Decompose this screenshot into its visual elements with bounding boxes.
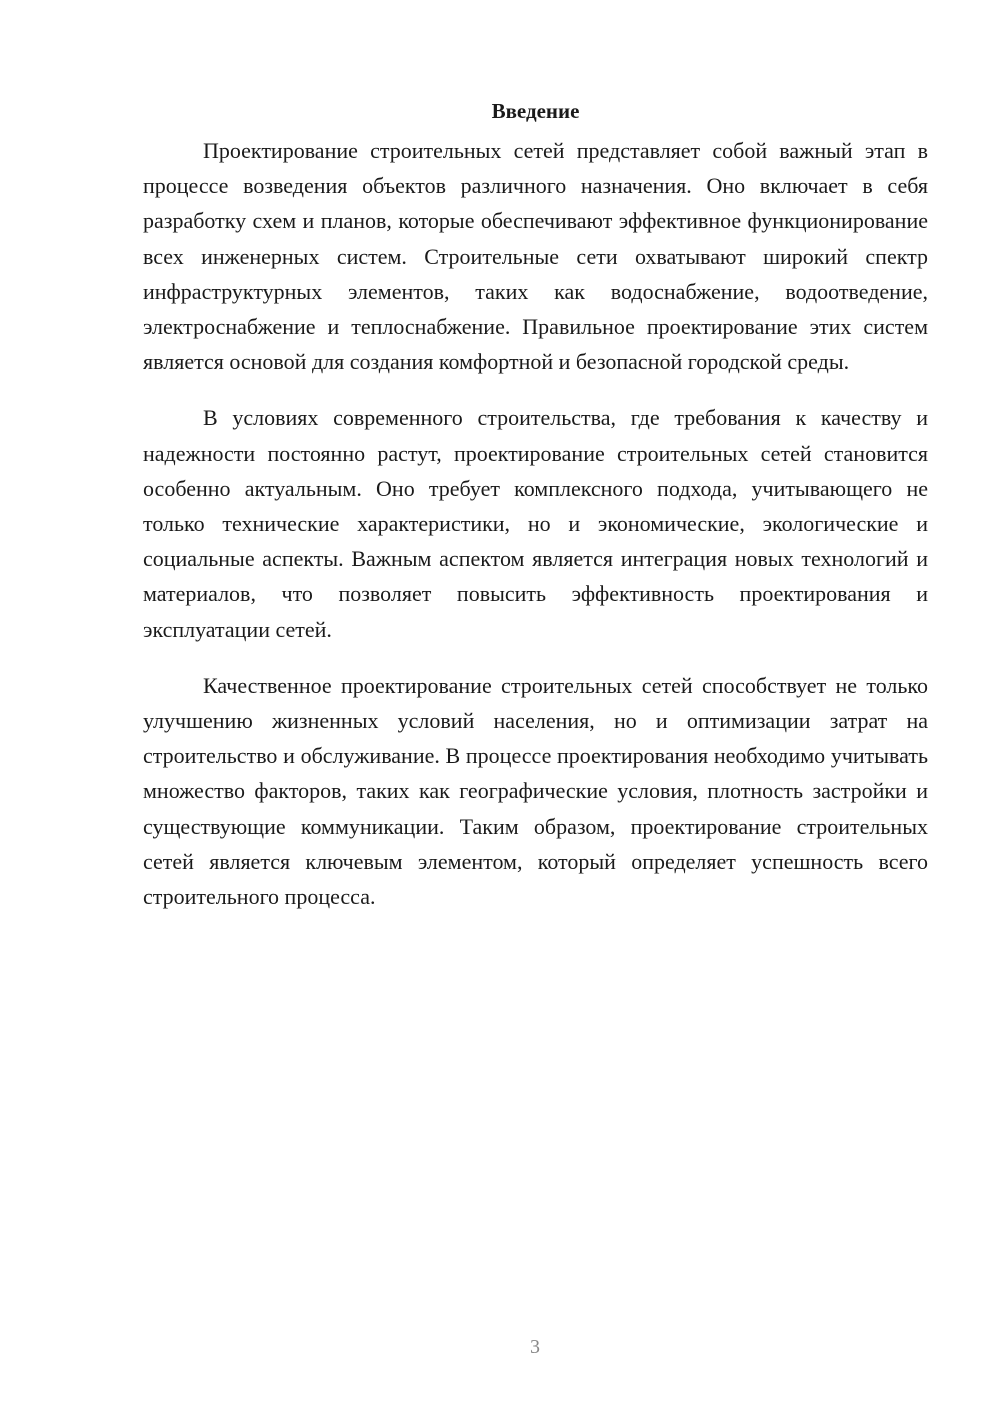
section-title: Введение (491, 99, 580, 123)
paragraph-2: В условиях современного строительства, где требования к качеству и надежности постоянно растут, проектирование строительных сетей становится особенно актуальным. Оно требует комплексного подхода, учитывающего не только технические характеристики, но и экономические, экологические и социальные аспекты. Важным аспектом является интеграция новых технологий и материалов, что позволяет повысить эффективность проектирования и эксплуатации сетей. (143, 405, 928, 642)
page-number: 3 (530, 1336, 540, 1358)
page-content (143, 94, 928, 935)
paragraph-1: Проектирование строительных сетей представляет собой важный этап в процессе возведения объектов различного назначения. Оно включает в себя разработку схем и планов, которые обеспечивают эффективное функционирование всех инженерных систем. Строительные сети охватывают широкий спектр инфраструктурных элементов, таких как водоснабжение, водоотведение, электроснабжение и теплоснабжение. Правильное проектирование этих систем является основой для создания комфортной и безопасной городской среды. (143, 138, 928, 375)
paragraph-3: Качественное проектирование строительных сетей способствует не только улучшению жизненных условий населения, но и оптимизации затрат на строительство и обслуживание. В процессе проектирования необходимо учитывать множество факторов, таких как географические условия, плотность застройки и существующие коммуникации. Таким образом, проектирование строительных сетей является ключевым элементом, который определяет успешность всего строительного процесса. (143, 672, 928, 910)
